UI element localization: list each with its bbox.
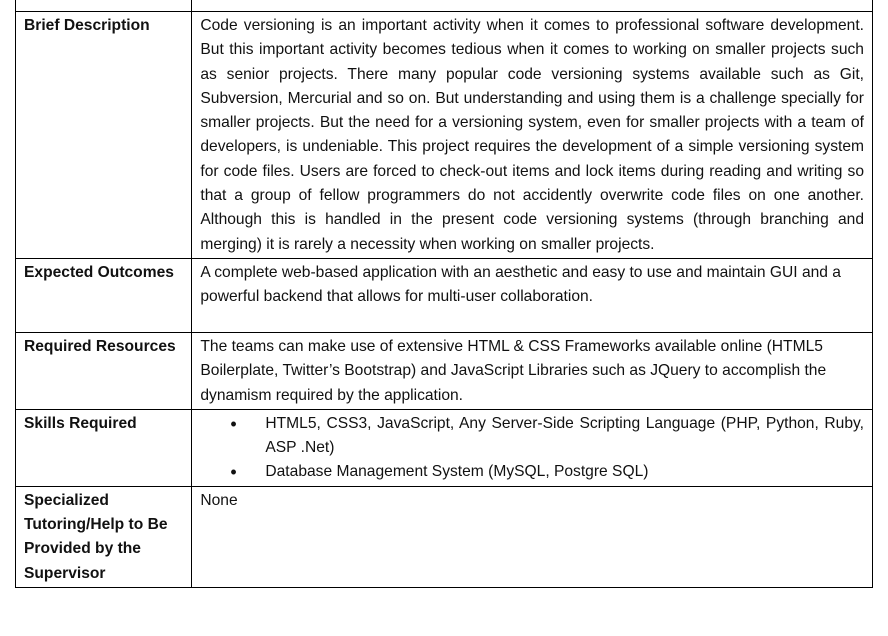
- skill-item-text: HTML5, CSS3, JavaScript, Any Server-Side Scripting Language (PHP, Python, Ruby, ASP .Net): [265, 414, 864, 457]
- skills-required-value: [192, 409, 873, 486]
- bullet-icon: •: [230, 413, 237, 434]
- list-item: [222, 460, 864, 484]
- top-stub-label-cell: [16, 0, 192, 12]
- specialized-tutoring-label: Specialized Tutoring/Help to Be Provided by the Supervisor: [16, 486, 192, 587]
- top-stub-value-cell: [192, 0, 873, 12]
- specialized-tutoring-value: None: [192, 486, 873, 587]
- expected-outcomes-value: A complete web-based application with an aesthetic and easy to use and maintain GUI and a powerful backend that allows for multi-user collaboration.: [192, 258, 873, 332]
- bullet-icon: •: [230, 462, 237, 483]
- table-row-brief-description: [16, 12, 873, 259]
- list-item: [222, 412, 864, 461]
- table-row-expected-outcomes: [16, 258, 873, 332]
- table-row-top-stub: [16, 0, 873, 12]
- table-row-required-resources: [16, 332, 873, 409]
- brief-description-label: Brief Description: [16, 12, 192, 259]
- project-details-table: [15, 0, 873, 588]
- brief-description-value: Code versioning is an important activity when it comes to professional software development. But this important activity becomes tedious when it comes to working on smaller projects such as senior projects. There many popular code versioning systems available such as Git, Subversion, Mercurial and so on. But understanding and using them is a challenge specially for smaller projects. But the need for a versioning system, even for smaller projects with a team of developers, is undeniable. This project requires the development of a simple versioning system for code files. Users are forced to check-out items and lock items during reading and writing so that a group of fellow programmers do not accidently overwrite code files on one another. Although this is handled in the present code versioning systems (through branching and merging) it is rarely a necessity when working on smaller projects.: [192, 12, 873, 259]
- required-resources-value: The teams can make use of extensive HTML & CSS Frameworks available online (HTML5 Boilerplate, Twitter’s Bootstrap) and JavaScript Libraries such as JQuery to accomplish the dynamism required by the application.: [192, 332, 873, 409]
- table-row-skills-required: [16, 409, 873, 486]
- skill-item-text: Database Management System (MySQL, Postgre SQL): [265, 463, 649, 481]
- skills-list: [200, 412, 864, 485]
- expected-outcomes-label: Expected Outcomes: [16, 258, 192, 332]
- required-resources-label: Required Resources: [16, 332, 192, 409]
- table-row-specialized-tutoring: [16, 486, 873, 587]
- skills-required-label: Skills Required: [16, 409, 192, 486]
